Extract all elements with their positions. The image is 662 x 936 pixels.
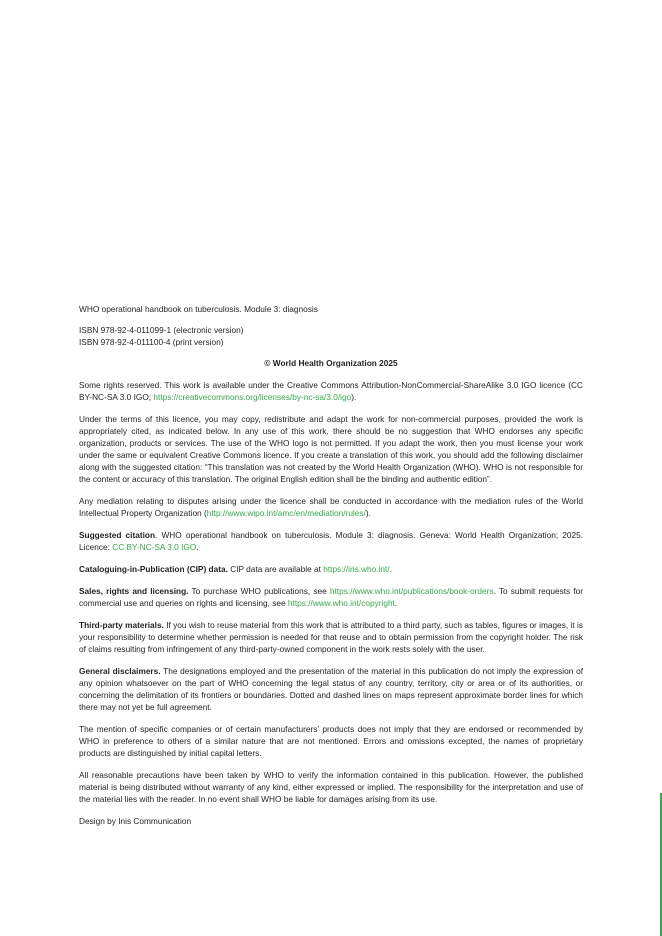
- isbn-print: ISBN 978-92-4-011100-4 (print version): [79, 337, 224, 348]
- citation-end: .: [196, 542, 199, 553]
- third-party-heading: Third-party materials.: [79, 619, 164, 630]
- third-party-paragraph: [79, 619, 583, 655]
- wipo-mediation-link[interactable]: http://www.wipo.int/amc/en/mediation/rules/: [206, 508, 366, 519]
- precautions-paragraph: All reasonable precautions have been taken by WHO to verify the information contained in this publication. However, the published material is being distributed without warranty of any kind, either expressed or implied. The responsibility for the interpretation and use of the material lies with the reader. In no event shall WHO be liable for damages arising from its use.: [79, 769, 583, 804]
- mediation-text: Any mediation relating to disputes arising under the licence shall be conducted in accordance with the mediation rules of the World Intellectual Property Organization (: [79, 496, 583, 519]
- mediation-paragraph: [79, 495, 583, 519]
- citation-heading: Suggested citation: [79, 530, 156, 541]
- citation-paragraph: [79, 529, 583, 553]
- copyright-page-content: [79, 303, 583, 836]
- sales-text-2: . To submit requests for commercial use and queries on rights and licensing, see: [79, 585, 583, 608]
- licence-link[interactable]: CC BY-NC-SA 3.0 IGO: [112, 542, 197, 553]
- book-orders-link[interactable]: https://www.who.int/publications/book-orders: [329, 585, 494, 596]
- disclaimers-paragraph: [79, 665, 583, 713]
- cip-end: .: [389, 563, 392, 574]
- cip-text: CIP data are available at: [227, 563, 324, 574]
- design-credit: Design by Inis Communication: [79, 815, 192, 826]
- cip-paragraph: [79, 563, 583, 575]
- terms-paragraph: Under the terms of this licence, you may copy, redistribute and adapt the work for non-commercial purposes, provided the work is appropriately cited, as indicated below. In any use of this work, there should be no suggestion that WHO endorses any specific organization, products or services. The use of the WHO logo is not permitted. If you adapt the work, then you must license your work under the same or equivalent Creative Commons licence. If you create a translation of this work, you should add the following disclaimer along with the suggested citation: “This translation was not created by the World Health Organization (WHO). WHO is not responsible for the content or accuracy of this translation. The original English edition shall be the binding and authentic edition”.: [79, 413, 583, 485]
- rights-end: ).: [351, 392, 357, 403]
- rights-text: Some rights reserved. This work is available under the Creative Commons Attribution-NonCommercial-ShareAlike 3.0 IGO licence (CC BY-NC-SA 3.0 IGO;: [79, 380, 583, 403]
- rights-paragraph: [79, 379, 583, 403]
- mention-paragraph: The mention of specific companies or of certain manufacturers’ products does not imply that they are endorsed or recommended by WHO in preference to others of a similar nature that are not mentioned. Errors and omissions excepted, the names of proprietary products are distinguished by initial capital letters.: [79, 723, 583, 758]
- isbn-block: [79, 324, 583, 348]
- sales-text: To purchase WHO publications, see: [188, 585, 330, 596]
- disclaimers-text: The designations employed and the presentation of the material in this publication do not imply the expression of any opinion whatsoever on the part of WHO concerning the legal status of any country, territory, city or area or of its authorities, or concerning the delimitation of its frontiers or boundaries. Dotted and dashed lines on maps represent approximate border lines for which there may not yet be full agreement.: [79, 665, 583, 712]
- sales-paragraph: [79, 585, 583, 609]
- citation-text: . WHO operational handbook on tuberculosis. Module 3: diagnosis. Geneva: World Health Organization; 2025. Licence:: [79, 530, 584, 553]
- document-title: WHO operational handbook on tuberculosis. Module 3: diagnosis: [79, 304, 318, 314]
- copyright-link[interactable]: https://www.who.int/copyright: [287, 597, 395, 608]
- disclaimers-heading: General disclaimers.: [79, 665, 161, 676]
- mediation-end: ).: [365, 508, 371, 519]
- copyright-line: © World Health Organization 2025: [264, 358, 398, 369]
- creative-commons-link[interactable]: https://creativecommons.org/licenses/by-nc-sa/3.0/igo: [153, 392, 352, 403]
- iris-link[interactable]: https://iris.who.int/: [323, 563, 390, 574]
- cip-heading: Cataloguing-in-Publication (CIP) data.: [79, 563, 228, 574]
- isbn-electronic: ISBN 978-92-4-011099-1 (electronic version): [79, 325, 244, 336]
- sales-end: .: [394, 597, 398, 608]
- sales-heading: Sales, rights and licensing.: [79, 585, 189, 596]
- third-party-text: If you wish to reuse material from this work that is attributed to a third party, such as tables, figures or images, it is your responsibility to determine whether permission is needed for that reuse and to obtain permission from the copyright holder. The risk of claims resulting from infringement of any third-party-owned component in the work rests solely with the user.: [79, 619, 583, 654]
